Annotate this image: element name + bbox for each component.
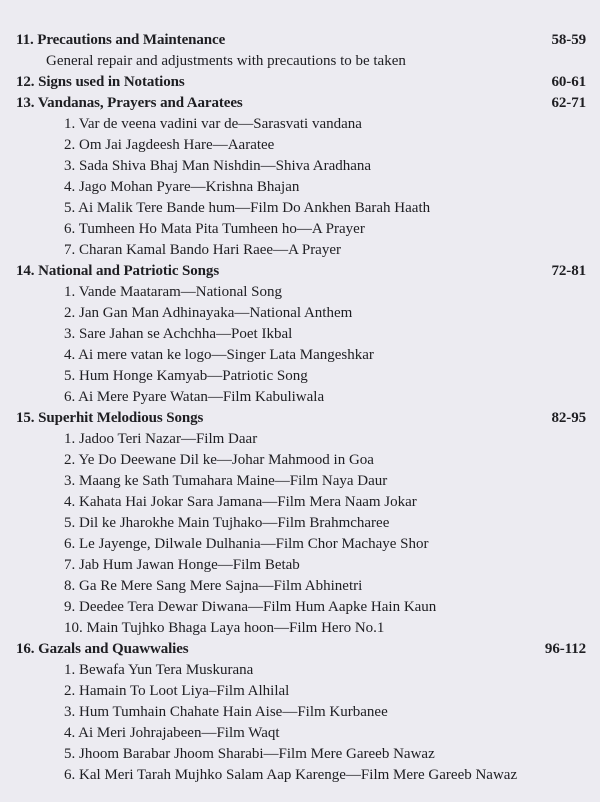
song-list-item: 3. Sare Jahan se Achchha—Poet Ikbal	[64, 326, 293, 342]
section-page-range: 60-61	[551, 74, 586, 90]
song-list	[16, 660, 588, 786]
song-list-item: 6. Ai Mere Pyare Watan—Film Kabuliwala	[64, 389, 325, 405]
song-list-item: 4. Jago Mohan Pyare—Krishna Bhajan	[64, 179, 300, 195]
song-list-item: 5. Dil ke Jharokhe Main Tujhako—Film Brahmcharee	[64, 515, 390, 531]
toc-section	[16, 72, 588, 93]
section-page-range: 96-112	[544, 641, 586, 657]
song-list-item: 6. Le Jayenge, Dilwale Dulhania—Film Chor Machaye Shor	[64, 536, 429, 552]
section-title: 12. Signs used in Notations	[16, 74, 185, 90]
song-list-item: 4. Ai mere vatan ke logo—Singer Lata Mangeshkar	[64, 347, 374, 363]
section-page-range: 72-81	[551, 263, 586, 279]
song-list	[16, 429, 588, 639]
song-list	[16, 114, 588, 261]
toc-section	[16, 639, 588, 786]
toc-section	[16, 30, 588, 72]
song-list-item: 5. Ai Malik Tere Bande hum—Film Do Ankhen Barah Haath	[64, 200, 431, 216]
song-list-item: 4. Ai Meri Johrajabeen—Film Waqt	[64, 725, 280, 741]
song-list-item: 2. Hamain To Loot Liya–Film Alhilal	[64, 683, 290, 699]
song-list-item: 6. Tumheen Ho Mata Pita Tumheen ho—A Prayer	[64, 221, 365, 237]
toc-section	[16, 93, 588, 261]
section-heading	[16, 408, 588, 429]
toc-section	[16, 408, 588, 639]
song-list-item: 5. Hum Honge Kamyab—Patriotic Song	[64, 368, 308, 384]
song-list-item: 9. Deedee Tera Dewar Diwana—Film Hum Aapke Hain Kaun	[64, 599, 437, 615]
section-description: General repair and adjustments with precautions to be taken	[46, 53, 406, 69]
song-list-item: 6. Kal Meri Tarah Mujhko Salam Aap Karenge—Film Mere Gareeb Nawaz	[64, 767, 518, 783]
toc-section	[16, 261, 588, 408]
song-list-item: 4. Kahata Hai Jokar Sara Jamana—Film Mera Naam Jokar	[64, 494, 417, 510]
section-page-range: 82-95	[551, 410, 586, 426]
song-list-item: 2. Om Jai Jagdeesh Hare—Aaratee	[64, 137, 275, 153]
song-list-item: 2. Ye Do Deewane Dil ke—Johar Mahmood in Goa	[64, 452, 374, 468]
song-list-item: 3. Sada Shiva Bhaj Man Nishdin—Shiva Aradhana	[64, 158, 372, 174]
section-heading	[16, 72, 588, 93]
song-list	[16, 282, 588, 408]
song-list-item: 1. Vande Maataram—National Song	[64, 284, 283, 300]
section-title: 11. Precautions and Maintenance	[16, 32, 226, 48]
song-list-item: 1. Bewafa Yun Tera Muskurana	[64, 662, 254, 678]
section-title: 13. Vandanas, Prayers and Aaratees	[16, 95, 243, 111]
song-list-item: 10. Main Tujhko Bhaga Laya hoon—Film Hero No.1	[64, 620, 385, 636]
song-list-item: 3. Hum Tumhain Chahate Hain Aise—Film Kurbanee	[64, 704, 388, 720]
section-heading	[16, 93, 588, 114]
section-title: 14. National and Patriotic Songs	[16, 263, 220, 279]
section-heading	[16, 261, 588, 282]
song-list-item: 7. Jab Hum Jawan Honge—Film Betab	[64, 557, 300, 573]
song-list-item: 8. Ga Re Mere Sang Mere Sajna—Film Abhinetri	[64, 578, 363, 594]
section-title: 16. Gazals and Quawwalies	[16, 641, 189, 657]
section-page-range: 62-71	[551, 95, 586, 111]
section-page-range: 58-59	[551, 32, 586, 48]
section-title: 15. Superhit Melodious Songs	[16, 410, 204, 426]
song-list-item: 7. Charan Kamal Bando Hari Raee—A Prayer	[64, 242, 341, 258]
section-heading	[16, 30, 588, 51]
song-list-item: 2. Jan Gan Man Adhinayaka—National Anthem	[64, 305, 353, 321]
song-list-item: 1. Jadoo Teri Nazar—Film Daar	[64, 431, 258, 447]
song-list-item: 1. Var de veena vadini var de—Sarasvati vandana	[64, 116, 362, 132]
song-list-item: 5. Jhoom Barabar Jhoom Sharabi—Film Mere Gareeb Nawaz	[64, 746, 435, 762]
section-heading	[16, 639, 588, 660]
song-list-item: 3. Maang ke Sath Tumahara Maine—Film Naya Daur	[64, 473, 388, 489]
